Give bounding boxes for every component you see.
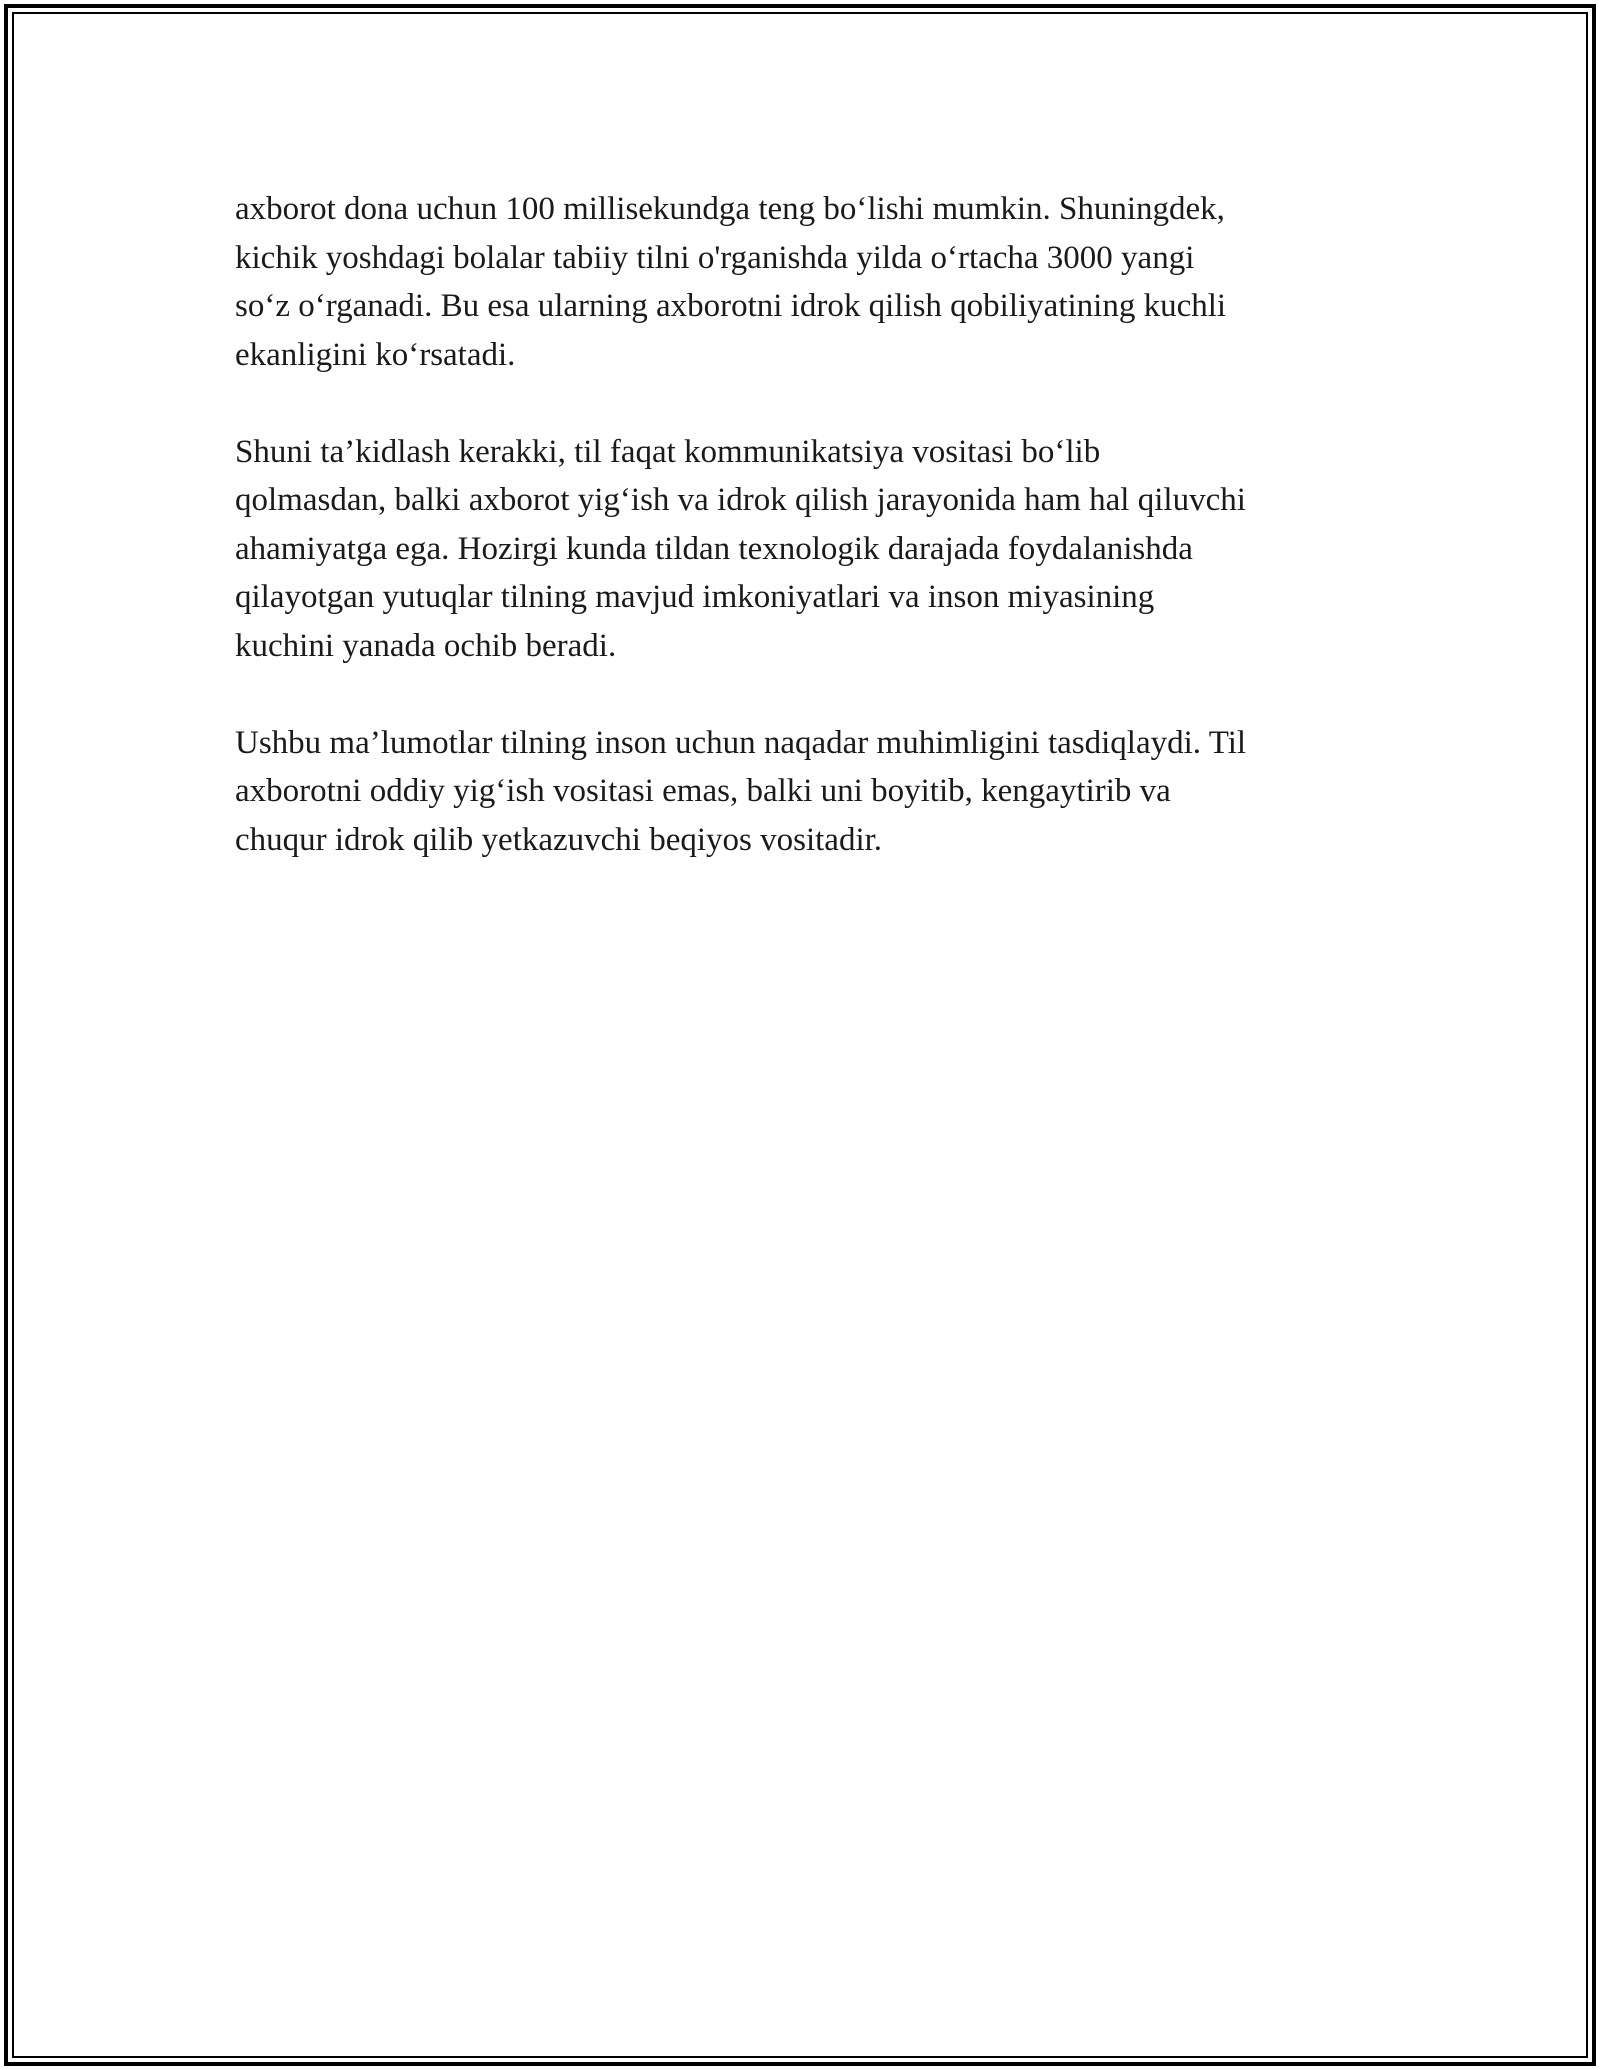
- text-line: axborot dona uchun 100 millisekundga teng bo‘lishi mumkin. Shuningdek,: [235, 191, 1225, 227]
- text-line: Ushbu ma’lumotlar tilning inson uchun naqadar muhimligini tasdiqlaydi. Til: [235, 724, 1247, 761]
- paragraph-3: [235, 719, 1375, 865]
- text-line: ahamiyatga ega. Hozirgi kunda tildan texnologik darajada foydalanishda: [235, 530, 1193, 567]
- text-line: kichik yoshdagi bolalar tabiiy tilni o'rganishda yilda o‘rtacha 3000 yangi: [235, 239, 1195, 276]
- text-line: so‘z o‘rganadi. Bu esa ularning axborotni idrok qilish qobiliyatining kuchli: [235, 288, 1227, 324]
- text-line: axborotni oddiy yig‘ish vositasi emas, balki uni boyitib, kengaytirib va: [235, 773, 1171, 809]
- document-body: [235, 185, 1375, 913]
- text-line: kuchini yanada ochib beradi.: [235, 627, 617, 664]
- paragraph-2: [235, 428, 1375, 671]
- text-line: chuqur idrok qilib yetkazuvchi beqiyos vositadir.: [235, 821, 883, 858]
- text-line: qilayotgan yutuqlar tilning mavjud imkoniyatlari va inson miyasining: [235, 579, 1155, 615]
- paragraph-1: [235, 185, 1375, 379]
- text-line: qolmasdan, balki axborot yig‘ish va idrok qilish jarayonida ham hal qiluvchi: [235, 482, 1246, 518]
- text-line: Shuni ta’kidlash kerakki, til faqat kommunikatsiya vositasi bo‘lib: [235, 433, 1101, 470]
- text-line: ekanligini ko‘rsatadi.: [235, 336, 516, 373]
